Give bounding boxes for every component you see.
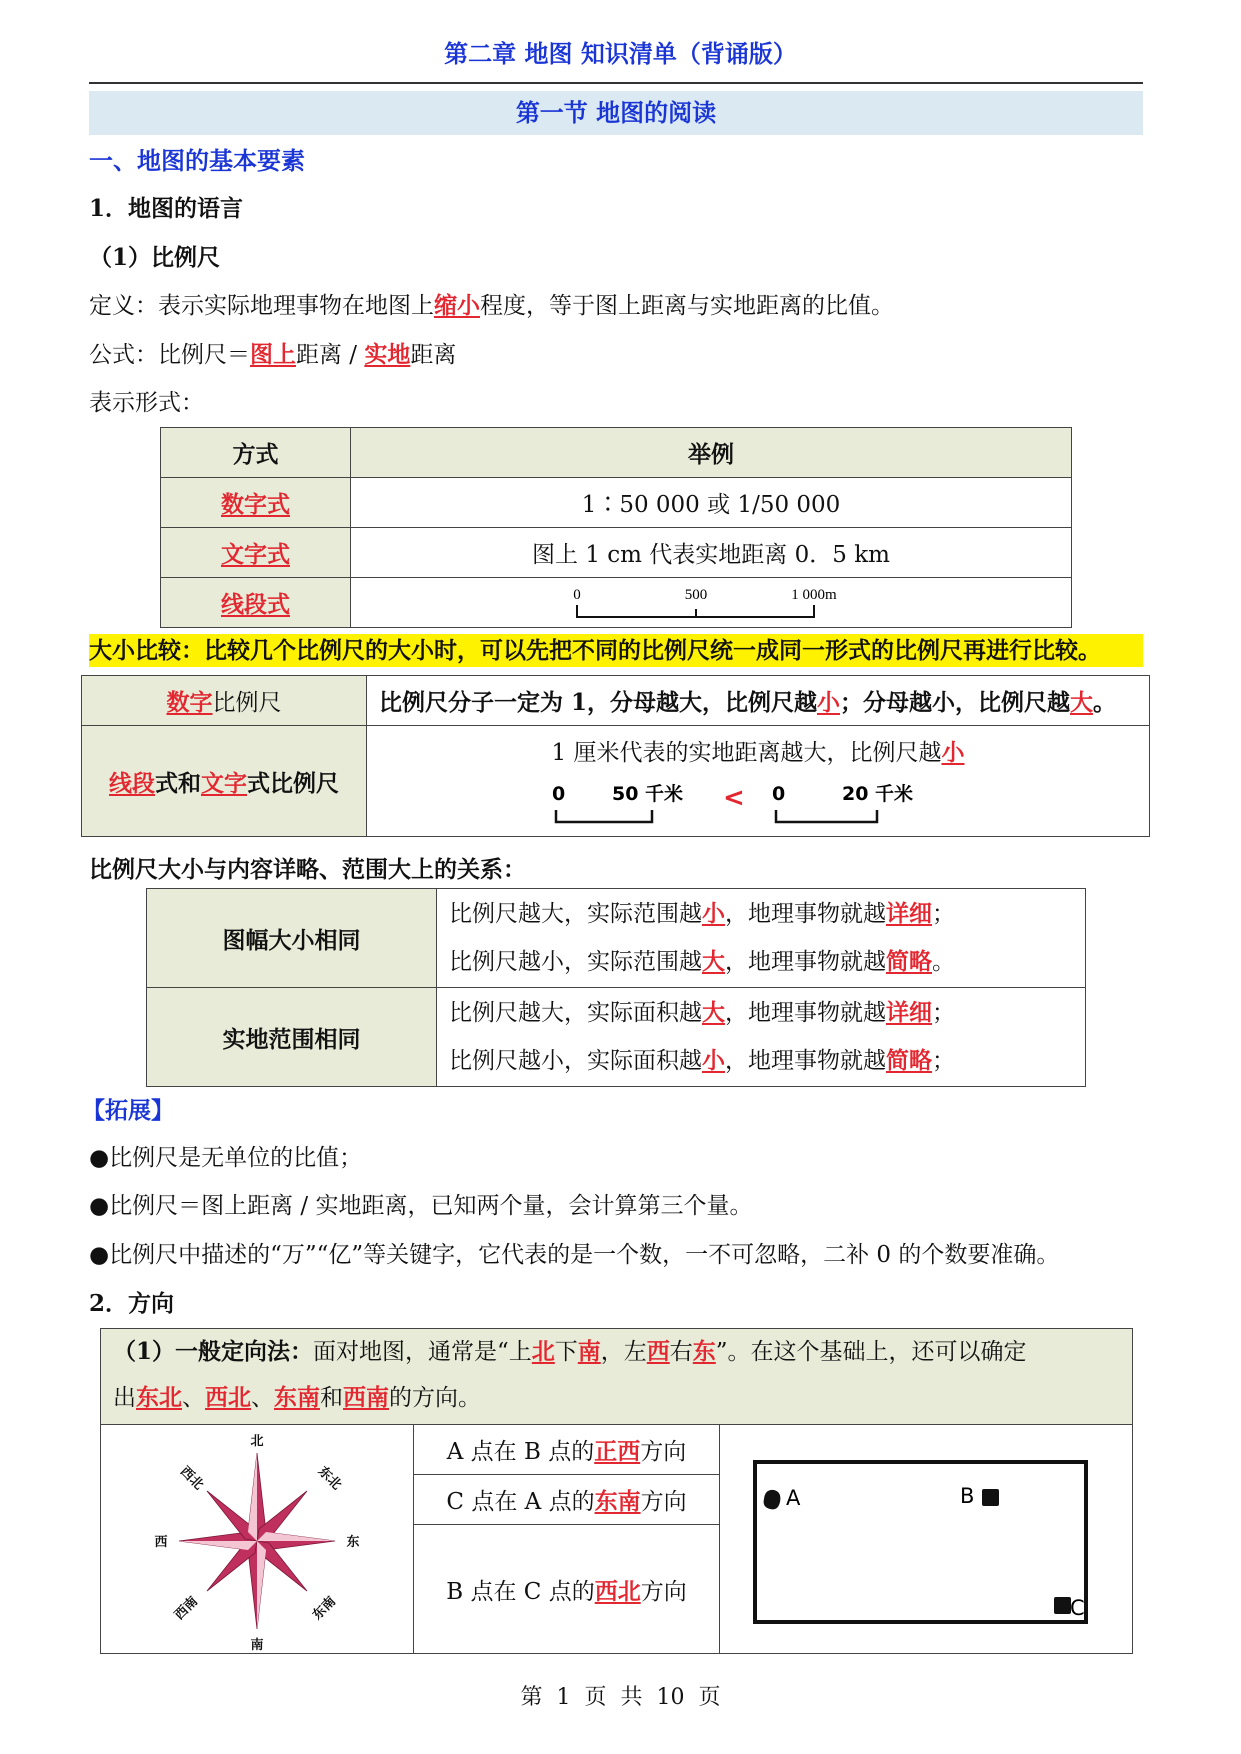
relation-label-same-area: 实地范围相同 (147, 988, 437, 1087)
definition-keyword: 缩小 (434, 292, 480, 319)
heading-map-language: 1．地图的语言 (89, 195, 244, 222)
compass-label-n: 北 (250, 1434, 264, 1449)
compass-cell (101, 1425, 414, 1654)
direction-rule-line-2: 出东北、西北、东南和西南的方向。 (113, 1384, 481, 1411)
header-rule (89, 82, 1143, 84)
forms-example-numeric: 1∶50 000 或 1/50 000 (351, 478, 1072, 528)
bar-scale-label-0: 0 (573, 587, 581, 603)
scale-forms-table (160, 427, 1072, 628)
compare-table (81, 675, 1150, 837)
forms-label: 表示形式： (89, 390, 204, 416)
compass-label-sw: 西南 (172, 1594, 202, 1624)
formula-text-c: 距离 (410, 342, 457, 368)
point-b-label: B (960, 1484, 975, 1508)
compass-rose-icon (101, 1425, 413, 1653)
forms-method-numeric: 数字式 (161, 478, 351, 528)
compass-label-e: 东 (346, 1535, 360, 1550)
relation-text-same-area: 比例尺越大，实际面积越大，地理事物就越详细； 比例尺越小，实际面积越小，地理事物就越简略； (437, 988, 1086, 1087)
scale-definition (89, 291, 894, 321)
direction-rule-box (100, 1328, 1133, 1424)
bar1-label-end: 50 千米 (612, 783, 684, 805)
bar-scale-graphic (559, 581, 859, 625)
bar-scale-label-1000: 1 000m (791, 587, 837, 603)
section-title-bar (89, 91, 1143, 135)
bar2-label-end: 20 千米 (842, 783, 914, 805)
section-title: 第一节 地图的阅读 (515, 98, 717, 127)
compare-row1-label: 数字比例尺 (82, 676, 367, 726)
relation-label-same-size: 图幅大小相同 (147, 889, 437, 988)
forms-header-example: 举例 (351, 428, 1072, 478)
point-c-label: C (1070, 1596, 1085, 1620)
formula-text-b: 距离 / (296, 342, 365, 368)
compass-label-nw: 西北 (176, 1464, 206, 1494)
compare-bars-graphic (542, 778, 962, 828)
bar1-label-0: 0 (552, 783, 566, 805)
forms-example-verbal: 图上 1 cm 代表实地距离 0．5 km (351, 528, 1072, 578)
compare-row2-text: 1 厘米代表的实地距离越大，比例尺越小 (551, 739, 965, 766)
point-a-label: A (786, 1486, 801, 1510)
compass-label-ne: 东北 (314, 1464, 344, 1494)
point-a-marker (764, 1490, 781, 1509)
relation-text-same-size: 比例尺越大，实际范围越小，地理事物就越详细； 比例尺越小，实际范围越大，地理事物就越简略。 (437, 889, 1086, 988)
compare-row2-label: 线段式和文字式比例尺 (82, 726, 367, 837)
direction-answer-3: B 点在 C 点的西北方向 (414, 1525, 720, 1654)
point-b-marker (982, 1489, 999, 1506)
page-footer: 第 1 页 共 10 页 (520, 1685, 721, 1710)
direction-table (100, 1424, 1133, 1654)
relation-table (146, 888, 1086, 1087)
point-c-marker (1054, 1597, 1071, 1614)
less-than-sign: < (723, 783, 745, 813)
heading-scale: （1）比例尺 (89, 244, 221, 271)
points-map (720, 1425, 1132, 1653)
compass-label-w: 西 (154, 1535, 168, 1550)
compare-highlight: 大小比较：比较几个比例尺的大小时，可以先把不同的比例尺统一成同一形式的比例尺再进行比较。 (89, 634, 1143, 667)
scale-formula (89, 340, 456, 370)
compass-label-s: 南 (250, 1638, 264, 1653)
extension-item-1: ●比例尺是无单位的比值； (89, 1145, 363, 1171)
chapter-title: 第二章 地图 知识清单（背诵版） (444, 39, 797, 68)
compass-label-se: 东南 (310, 1594, 340, 1624)
points-map-cell (720, 1425, 1133, 1654)
extension-item-2: ●比例尺＝图上距离 / 实地距离，已知两个量，会计算第三个量。 (89, 1193, 753, 1219)
direction-answer-1: A 点在 B 点的正西方向 (414, 1425, 720, 1475)
bar2-label-0: 0 (772, 783, 786, 805)
forms-header-method: 方式 (161, 428, 351, 478)
forms-example-bar (351, 578, 1072, 628)
extension-title: 【拓展】 (82, 1097, 174, 1124)
formula-text-a: 公式：比例尺＝ (89, 342, 250, 368)
forms-method-verbal: 文字式 (161, 528, 351, 578)
extension-item-3: ●比例尺中描述的“万”“亿”等关键字，它代表的是一个数，一不可忽略，二补 0 的个数要准确。 (89, 1242, 1060, 1268)
forms-method-bar: 线段式 (161, 578, 351, 628)
heading-basic-elements: 一、地图的基本要素 (89, 146, 305, 175)
definition-text-b: 程度，等于图上距离与实地距离的比值。 (480, 293, 894, 319)
compare-row1-text: 比例尺分子一定为 1，分母越大，比例尺越小；分母越小，比例尺越大。 (367, 676, 1150, 726)
definition-text-a: 定义：表示实际地理事物在地图上 (89, 293, 434, 319)
direction-answer-2: C 点在 A 点的东南方向 (414, 1475, 720, 1525)
relation-title: 比例尺大小与内容详略、范围大上的关系： (89, 856, 526, 883)
formula-keyword-1: 图上 (250, 341, 296, 368)
bar-scale-label-500: 500 (684, 587, 708, 603)
heading-direction: 2．方向 (89, 1290, 175, 1317)
formula-keyword-2: 实地 (364, 341, 411, 368)
direction-rule-line-1: （1）一般定向法：面对地图，通常是“上北下南，左西右东”。在这个基础上，还可以确定 (113, 1338, 1027, 1365)
compare-row2-content (367, 726, 1150, 837)
